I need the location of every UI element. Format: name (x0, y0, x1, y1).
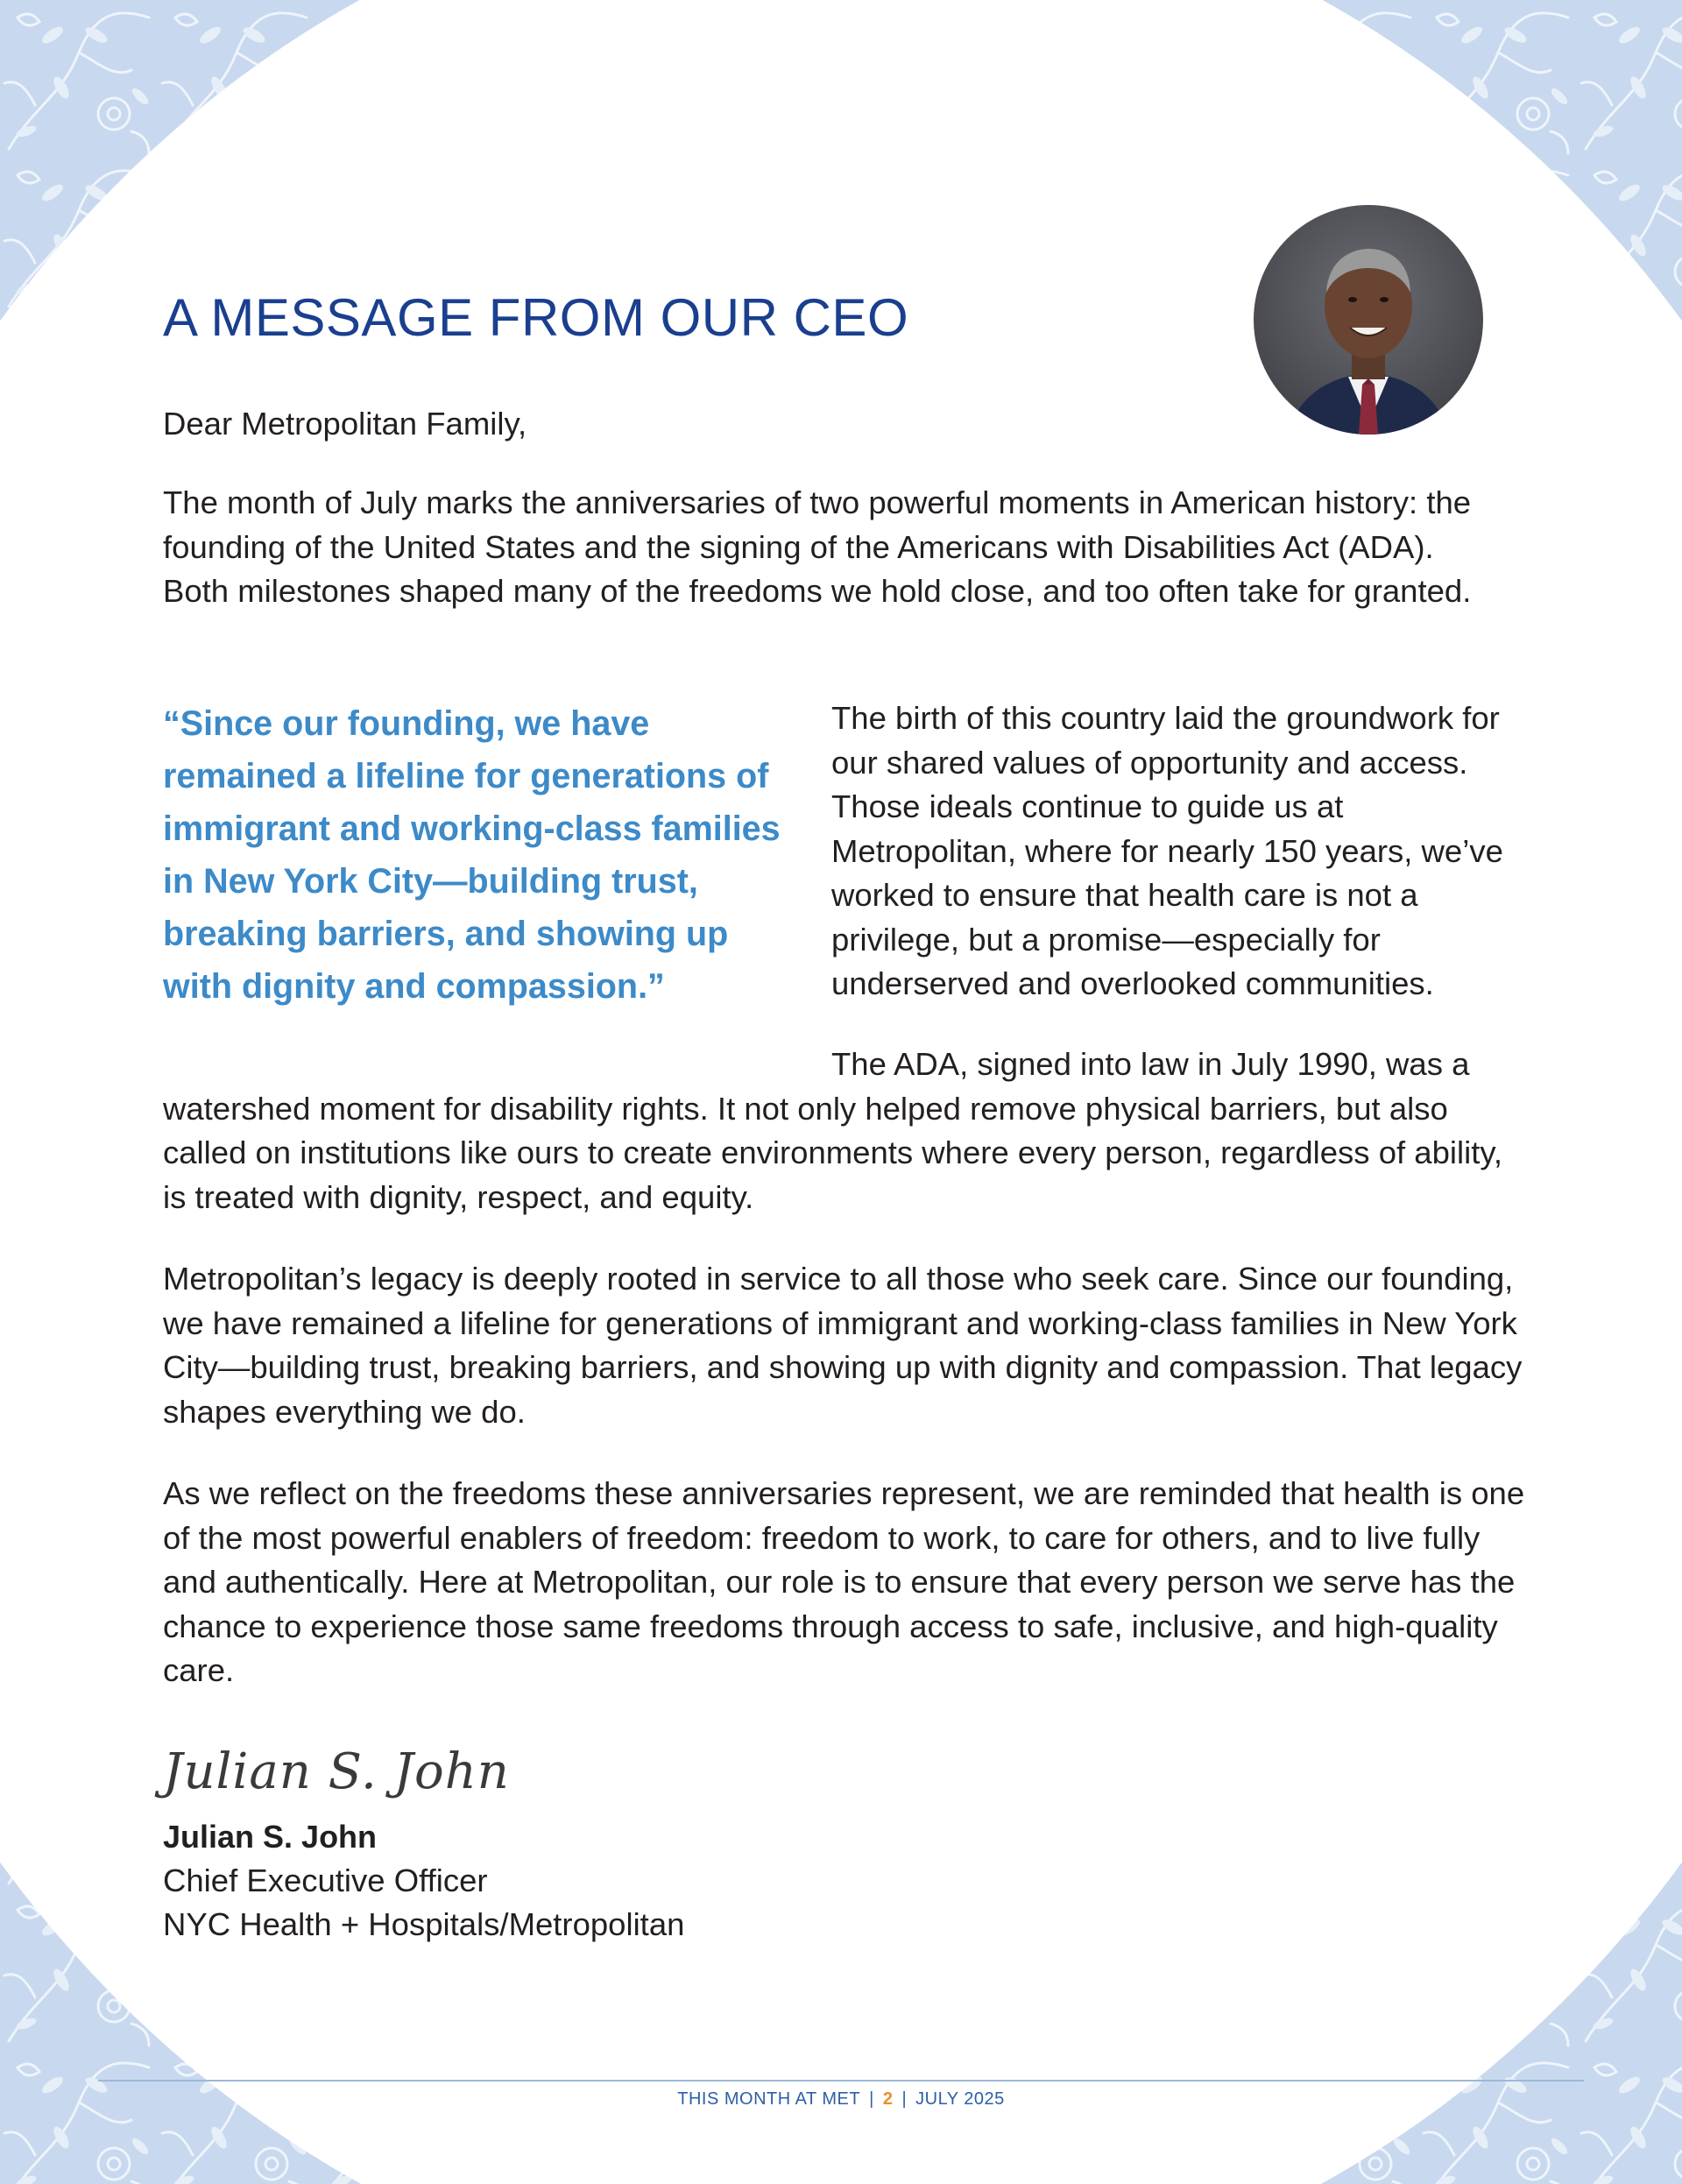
footer-separator: | (901, 2089, 908, 2109)
footer-publication: THIS MONTH AT MET (677, 2089, 861, 2109)
footer-separator: | (869, 2089, 874, 2109)
signer-organization: NYC Health + Hospitals/Metropolitan (163, 1906, 685, 1942)
signer-name: Julian S. John (163, 1819, 378, 1855)
paragraph-anniversaries: The month of July marks the anniversaries of two powerful moments in American history: the founding of the United States and the signing of the Americans with Disabilities Act (ADA). Both milestones shaped many of the freedoms we hold close, and too often take for granted. (163, 484, 1472, 609)
paragraph-freedoms: As we reflect on the freedoms these anniversaries represent, we are reminded that health is one of the most powerful enablers of freedom: freedom to work, to care for others, and to live fully and authentically. Here at Metropolitan, our role is to ensure that every person we serve has the chance to experience those same freedoms through access to safe, inclusive, and high-quality care. (163, 1475, 1525, 1688)
handwritten-signature: Julian S. John (163, 1743, 510, 1800)
ceo-portrait (1254, 205, 1483, 435)
footer-issue-date: JULY 2025 (915, 2089, 1005, 2109)
footer-divider (98, 2080, 1584, 2082)
paragraph-ada: The ADA, signed into law in July 1990, was a watershed moment for disability rights. It not only helped remove physical barriers, but also called on institutions like ours to create environments where every person, regardless of ability, is treated with dignity, respect, and equity. (163, 1046, 1503, 1215)
page-title: A MESSAGE FROM OUR CEO (163, 288, 909, 347)
salutation: Dear Metropolitan Family, (163, 406, 527, 442)
signer-title: Chief Executive Officer (163, 1862, 488, 1898)
footer-page-number: 2 (882, 2089, 894, 2109)
ceo-portrait-photo (1254, 205, 1483, 435)
page-footer (0, 2089, 1682, 2110)
pull-quote: “Since our founding, we have remained a lifeline for generations of immigrant and working-class families in New York City—building trust, breaking barriers, and showing up with dignity and compassion.” (163, 704, 781, 1006)
paragraph-birth-of-country: The birth of this country laid the groundwork for our shared values of opportunity and access. Those ideals continue to guide us at Metropolitan, where for nearly 150 years, we’ve worked to ensure that health care is not a privilege, but a promise—especially for underserved and overlooked communities. (831, 700, 1503, 1001)
paragraph-legacy: Metropolitan’s legacy is deeply rooted in service to all those who seek care. Since our founding, we have remained a lifeline for generations of immigrant and working-class families in New York City—building trust, breaking barriers, and showing up with dignity and compassion. That legacy shapes everything we do. (163, 1261, 1523, 1430)
